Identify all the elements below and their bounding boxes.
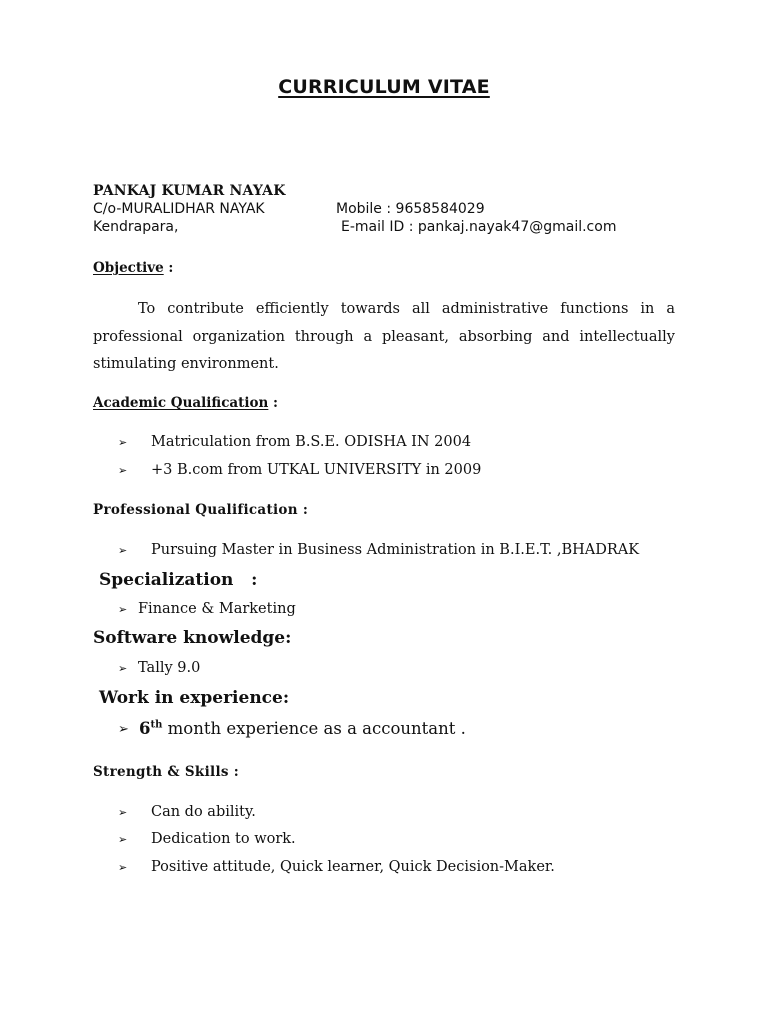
list-item: ➢ Dedication to work. — [118, 831, 296, 847]
applicant-name: PANKAJ KUMAR NAYAK — [93, 183, 286, 199]
mobile-line: Mobile : 9658584029 — [336, 201, 485, 217]
objective-text: To contribute efficiently towards all administrative functions in a professional organization through a pleasant, absorbing and intellectually stimulating environment. — [93, 301, 675, 372]
list-item: ➢ Positive attitude, Quick learner, Quick Decision-Maker. — [118, 859, 555, 875]
objective-heading: Objective : — [93, 260, 174, 276]
email-line: E-mail ID : pankaj.nayak47@gmail.com — [341, 219, 617, 235]
arrow-bullet-icon: ➢ — [118, 544, 128, 557]
list-item: ➢ Finance & Marketing — [118, 601, 296, 617]
strength-heading: Strength & Skills : — [93, 764, 240, 780]
page-title: CURRICULUM VITAE — [278, 76, 490, 98]
work-heading: Work in experience: — [99, 688, 290, 708]
work-item: ➢ 6th month experience as a accountant . — [118, 719, 466, 738]
care-of-line: C/o-MURALIDHAR NAYAK — [93, 201, 265, 217]
arrow-bullet-icon: ➢ — [118, 806, 128, 819]
software-heading: Software knowledge: — [93, 628, 292, 648]
list-item: ➢ Pursuing Master in Business Administration in B.I.E.T. ,BHADRAK — [118, 542, 640, 558]
list-item: ➢ +3 B.com from UTKAL UNIVERSITY in 2009 — [118, 462, 482, 478]
specialization-heading: Specialization : — [99, 570, 258, 590]
arrow-bullet-icon: ➢ — [118, 603, 128, 616]
list-item: ➢ Matriculation from B.S.E. ODISHA IN 2004 — [118, 434, 472, 450]
list-item: ➢ Tally 9.0 — [118, 660, 201, 676]
professional-heading: Professional Qualification : — [93, 502, 309, 518]
arrow-bullet-icon: ➢ — [118, 861, 128, 874]
arrow-bullet-icon: ➢ — [118, 662, 128, 675]
arrow-bullet-icon: ➢ — [118, 464, 128, 477]
arrow-bullet-icon: ➢ — [118, 436, 128, 449]
academic-heading: Academic Qualification : — [93, 395, 279, 411]
city-line: Kendrapara, — [93, 219, 179, 235]
list-item: ➢ Can do ability. — [118, 804, 256, 820]
arrow-bullet-icon: ➢ — [118, 722, 129, 737]
arrow-bullet-icon: ➢ — [118, 833, 128, 846]
